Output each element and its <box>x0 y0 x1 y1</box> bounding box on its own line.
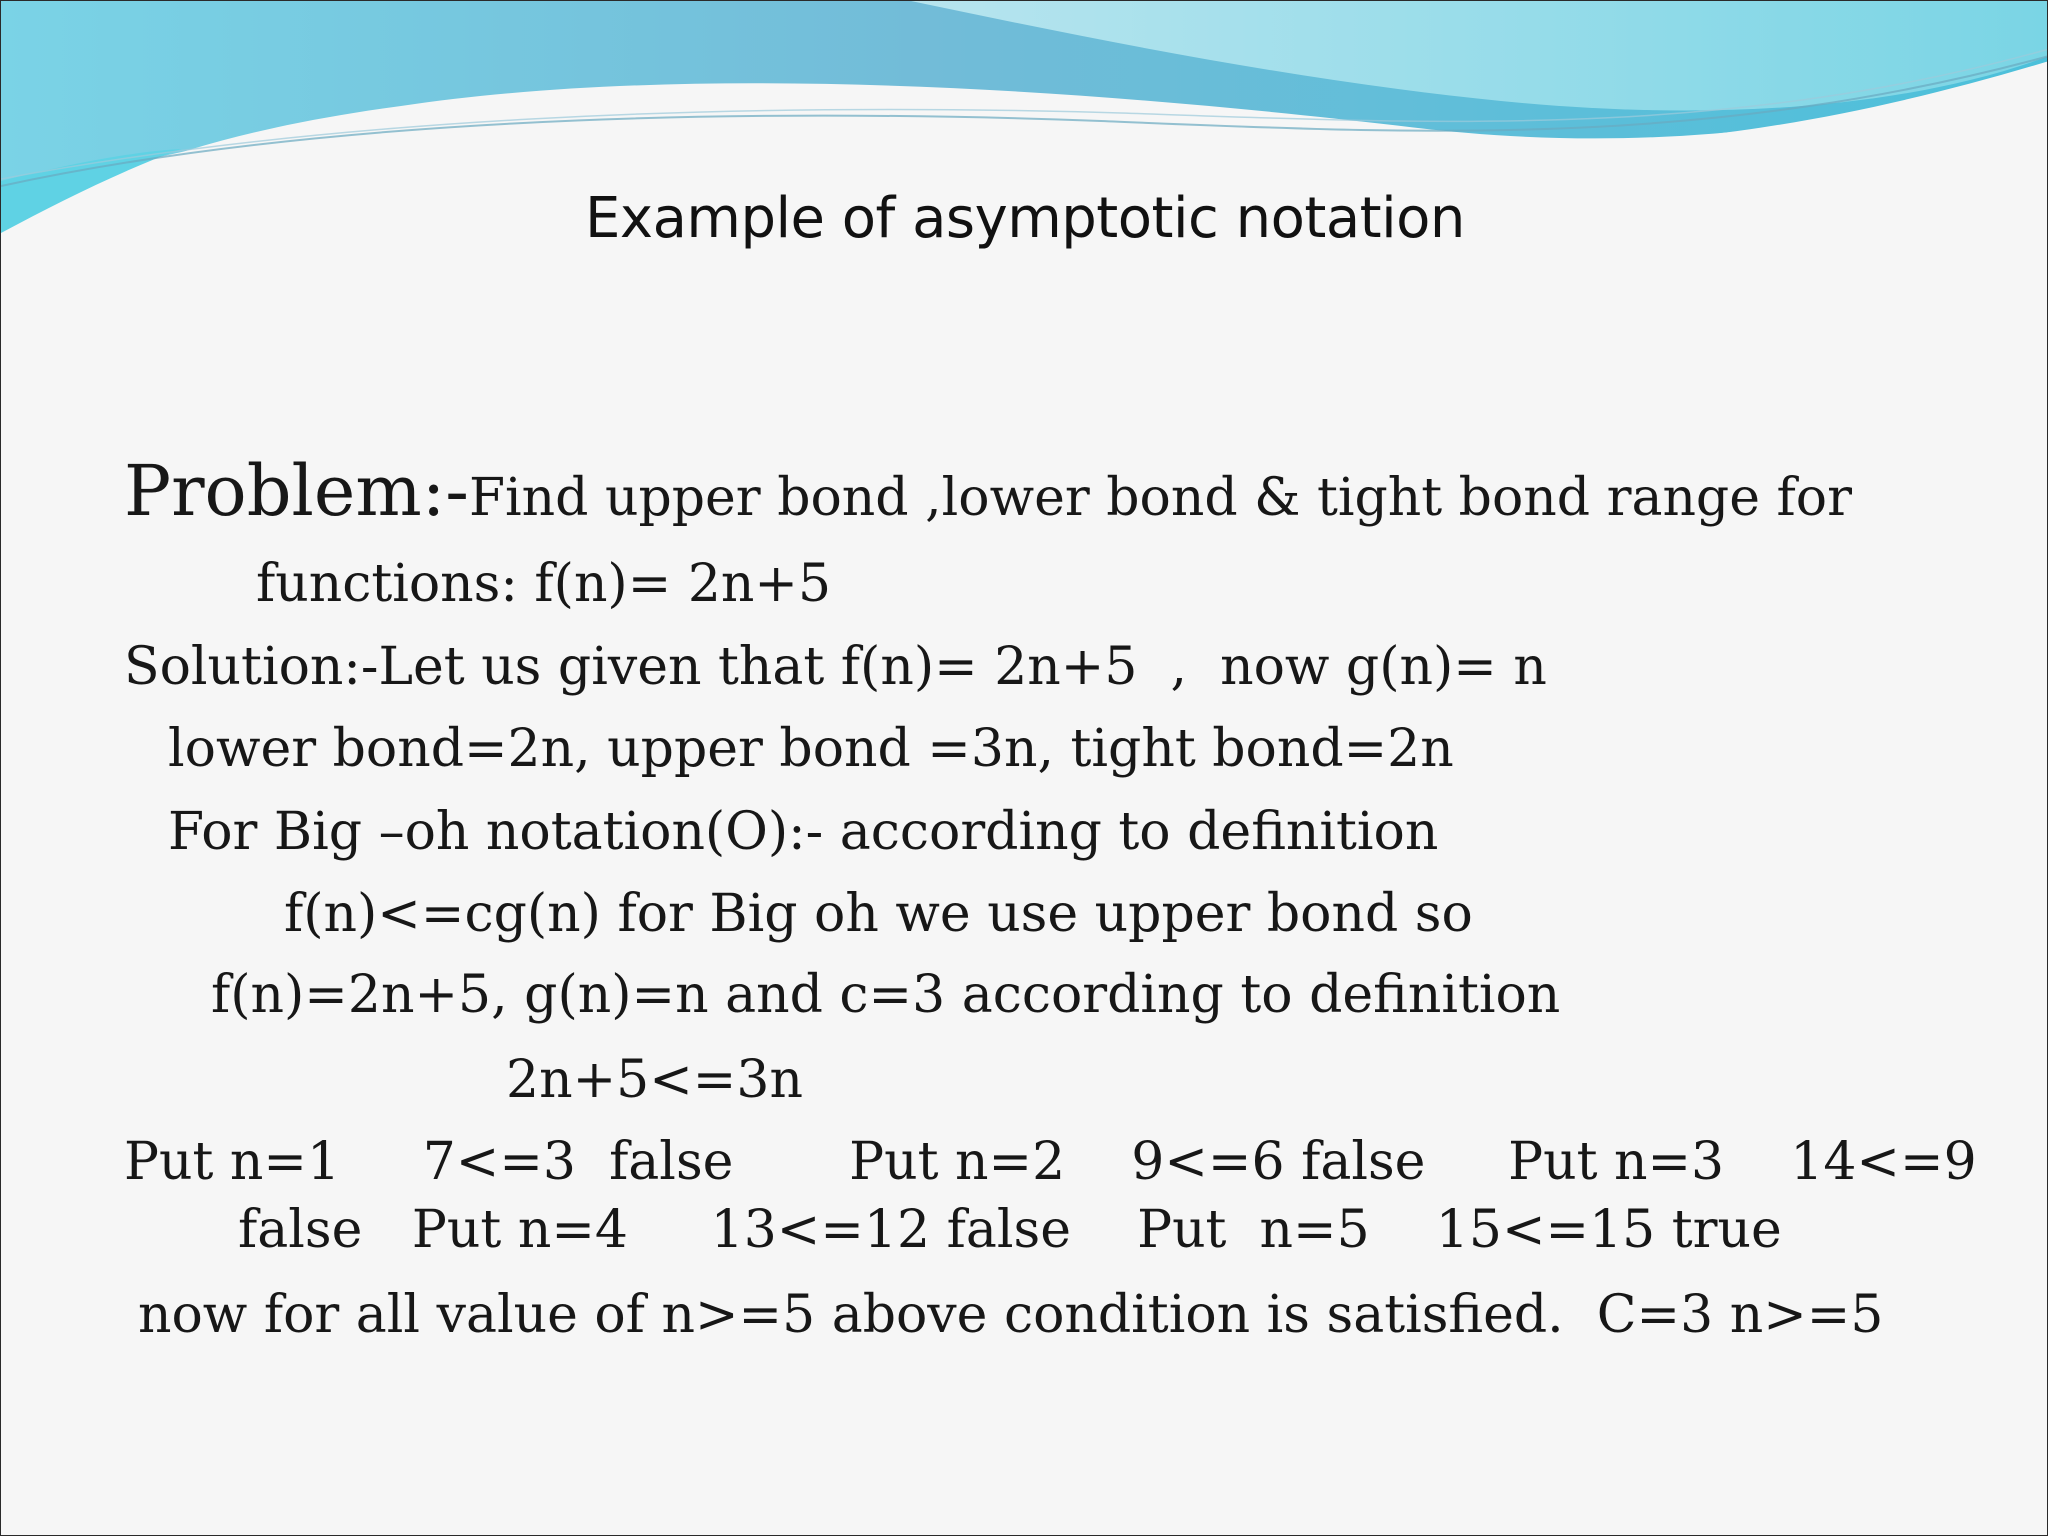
conclusion-line: now for all value of n>=5 above condition is satisfied. C=3 n>=5 <box>138 1285 1884 1345</box>
problem-line <box>124 450 1852 532</box>
put-line-2: false Put n=4 13<=12 false Put n=5 15<=15 true <box>238 1200 1782 1260</box>
functions-line: functions: f(n)= 2n+5 <box>256 554 832 614</box>
slide-title: Example of asymptotic notation <box>585 186 1465 251</box>
bigoh-line: For Big –oh notation(O):- according to definition <box>168 802 1439 862</box>
put-line-1: Put n=1 7<=3 false Put n=2 9<=6 false Put n=3 14<=9 <box>124 1132 1977 1192</box>
problem-text: Find upper bond ,lower bond & tight bond range for <box>468 468 1852 528</box>
solution-line: Solution:-Let us given that f(n)= 2n+5 , now g(n)= n <box>124 637 1547 697</box>
bonds-line: lower bond=2n, upper bond =3n, tight bond=2n <box>168 719 1454 779</box>
inequality-line: 2n+5<=3n <box>506 1050 803 1110</box>
definition-line: f(n)<=cg(n) for Big oh we use upper bond so <box>284 884 1473 944</box>
problem-label: Problem:- <box>124 450 469 532</box>
values-line: f(n)=2n+5, g(n)=n and c=3 according to definition <box>211 965 1561 1025</box>
